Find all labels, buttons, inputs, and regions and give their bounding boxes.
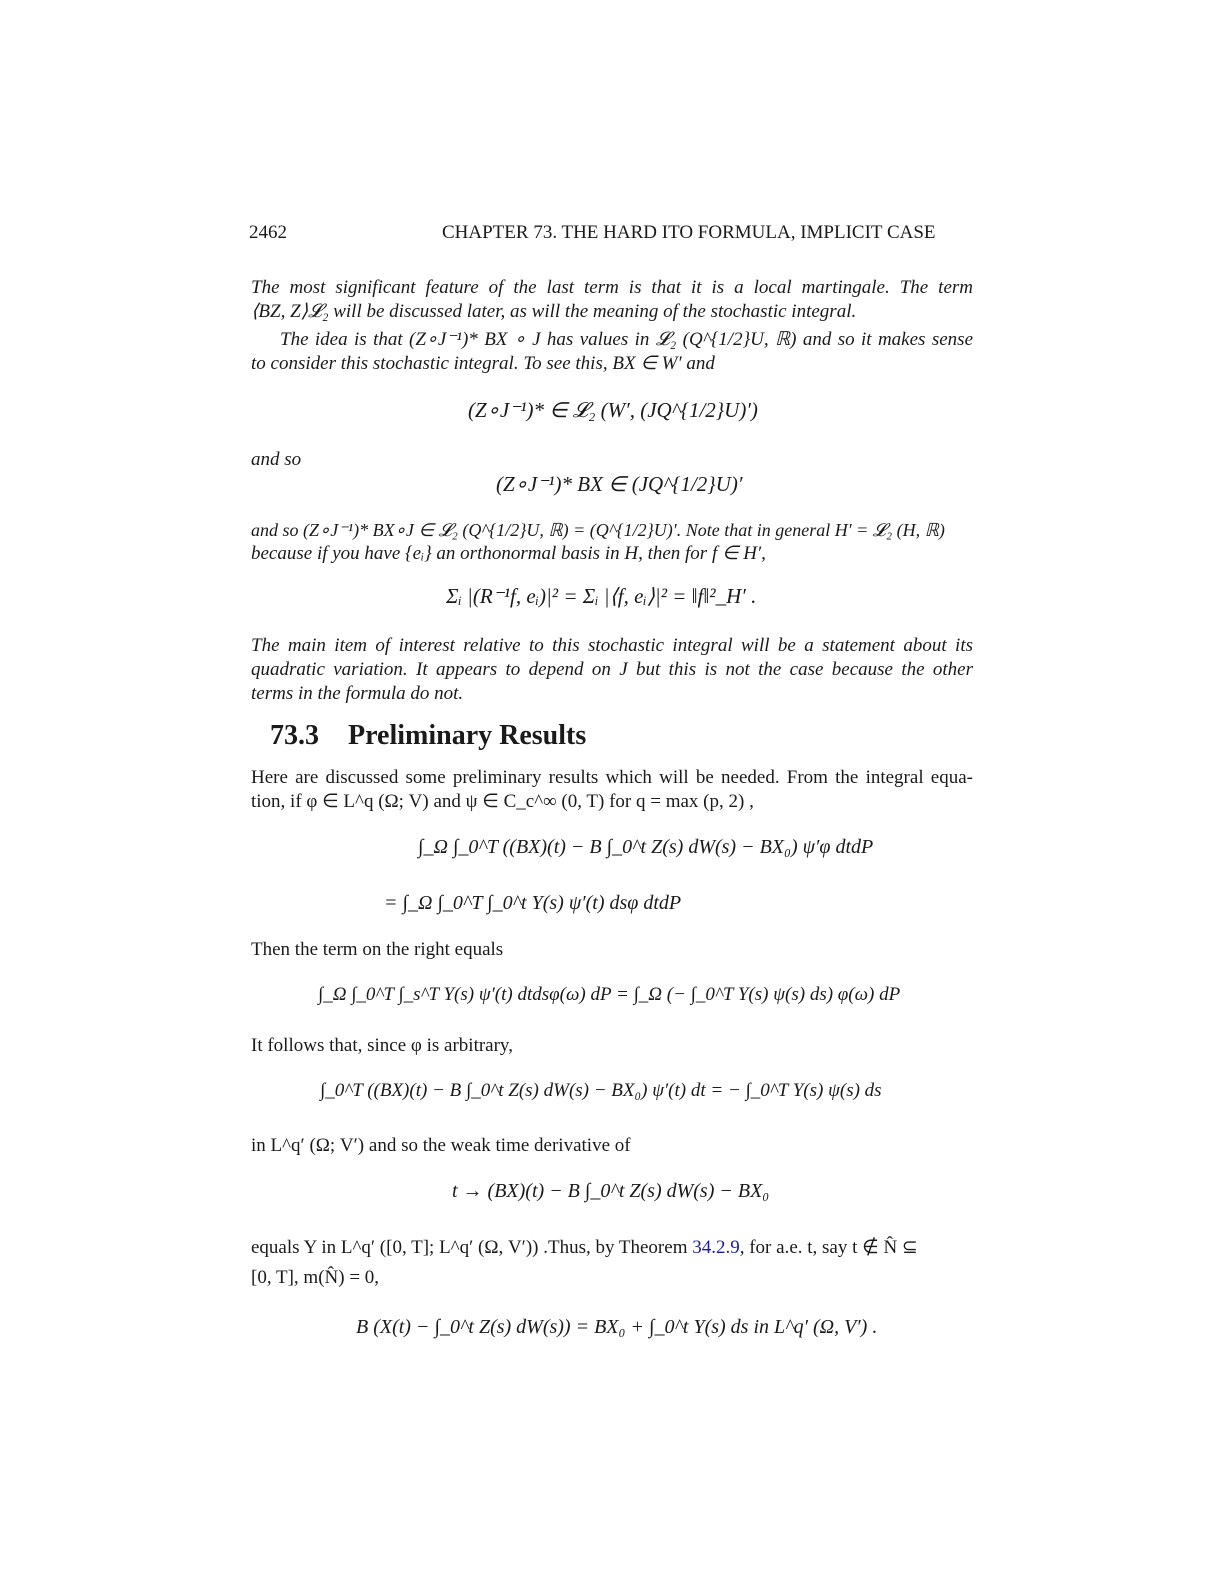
p9-line1 xyxy=(251,1236,973,1260)
p1-line1: The most significant feature of the last term is that it is a local martingale. The term xyxy=(251,277,973,298)
equation-4b: = ∫_Ω ∫_0^T ∫_0^t Y(s) ψ′(t) dsφ dtdP xyxy=(384,892,682,914)
equation-2: (Z∘J⁻¹)* BX ∈ (JQ^{1/2}U)′ xyxy=(496,472,743,496)
equation-8: B (X(t) − ∫_0^t Z(s) dW(s)) = BX₀ + ∫_0^t Y(s) ds in L^q′ (Ω, V′) . xyxy=(356,1316,878,1338)
p1-line2: ⟨BZ, Z⟩𝓛₂ will be discussed later, as will the meaning of the stochastic integral. xyxy=(251,301,857,322)
p4-line3: terms in the formula do not. xyxy=(251,683,464,704)
p7: It follows that, since φ is arbitrary, xyxy=(251,1035,513,1056)
theorem-link[interactable]: 34.2.9 xyxy=(692,1237,740,1258)
p2-line2: to consider this stochastic integral. To see this, BX ∈ W′ and xyxy=(251,353,715,374)
p6: Then the term on the right equals xyxy=(251,939,504,960)
p5-line2: tion, if φ ∈ L^q (Ω; V) and ψ ∈ C_c^∞ (0, T) for q = max (p, 2) , xyxy=(251,791,754,812)
p9-line2: [0, T], m(N̂) = 0, xyxy=(251,1267,380,1288)
running-title: CHAPTER 73. THE HARD ITO FORMULA, IMPLICIT CASE xyxy=(442,222,936,243)
and-so-label: and so xyxy=(251,449,302,470)
equation-1: (Z∘J⁻¹)* ∈ 𝓛₂ (W′, (JQ^{1/2}U)′) xyxy=(468,398,758,422)
p8: in L^q′ (Ω; V′) and so the weak time derivative of xyxy=(251,1135,631,1156)
equation-3: Σᵢ |(R⁻¹f, eᵢ)|² = Σᵢ |⟨f, eᵢ⟩|² = ‖f‖²_H′ . xyxy=(446,584,757,608)
p9-text-b: , for a.e. t, say t ∉ N̂ ⊆ xyxy=(739,1237,918,1258)
p5-line1: Here are discussed some preliminary results which will be needed. From the integral equa- xyxy=(251,767,973,788)
equation-6: ∫_0^T ((BX)(t) − B ∫_0^t Z(s) dW(s) − BX₀) ψ′(t) dt = − ∫_0^T Y(s) ψ(s) ds xyxy=(320,1080,882,1101)
p3-line1: and so (Z∘J⁻¹)* BX∘J ∈ 𝓛₂ (Q^{1/2}U, ℝ) = (Q^{1/2}U)′. Note that in general H′ = 𝓛₂ (H, ℝ) xyxy=(251,520,945,540)
p4-line2: quadratic variation. It appears to depend on J but this is not the case because the other xyxy=(251,659,973,680)
equation-7: t → (BX)(t) − B ∫_0^t Z(s) dW(s) − BX₀ xyxy=(452,1180,770,1202)
equation-4a: ∫_Ω ∫_0^T ((BX)(t) − B ∫_0^t Z(s) dW(s) − BX₀) ψ′φ dtdP xyxy=(418,836,874,858)
p3-line2: because if you have {eᵢ} an orthonormal basis in H, then for f ∈ H′, xyxy=(251,543,766,564)
equation-5: ∫_Ω ∫_0^T ∫_s^T Y(s) ψ′(t) dtdsφ(ω) dP = ∫_Ω (− ∫_0^T Y(s) ψ(s) ds) φ(ω) dP xyxy=(318,984,901,1005)
section-title: Preliminary Results xyxy=(348,720,587,751)
p4-line1: The main item of interest relative to this stochastic integral will be a statement about its xyxy=(251,635,973,656)
section-number: 73.3 xyxy=(270,720,319,751)
page-number: 2462 xyxy=(249,222,287,243)
p9-text-a: equals Y in L^q′ ([0, T]; L^q′ (Ω, V′)) .Thus, by Theorem xyxy=(251,1237,693,1258)
p2-line1: The idea is that (Z∘J⁻¹)* BX ∘ J has values in 𝓛₂ (Q^{1/2}U, ℝ) and so it makes sense xyxy=(280,329,973,350)
